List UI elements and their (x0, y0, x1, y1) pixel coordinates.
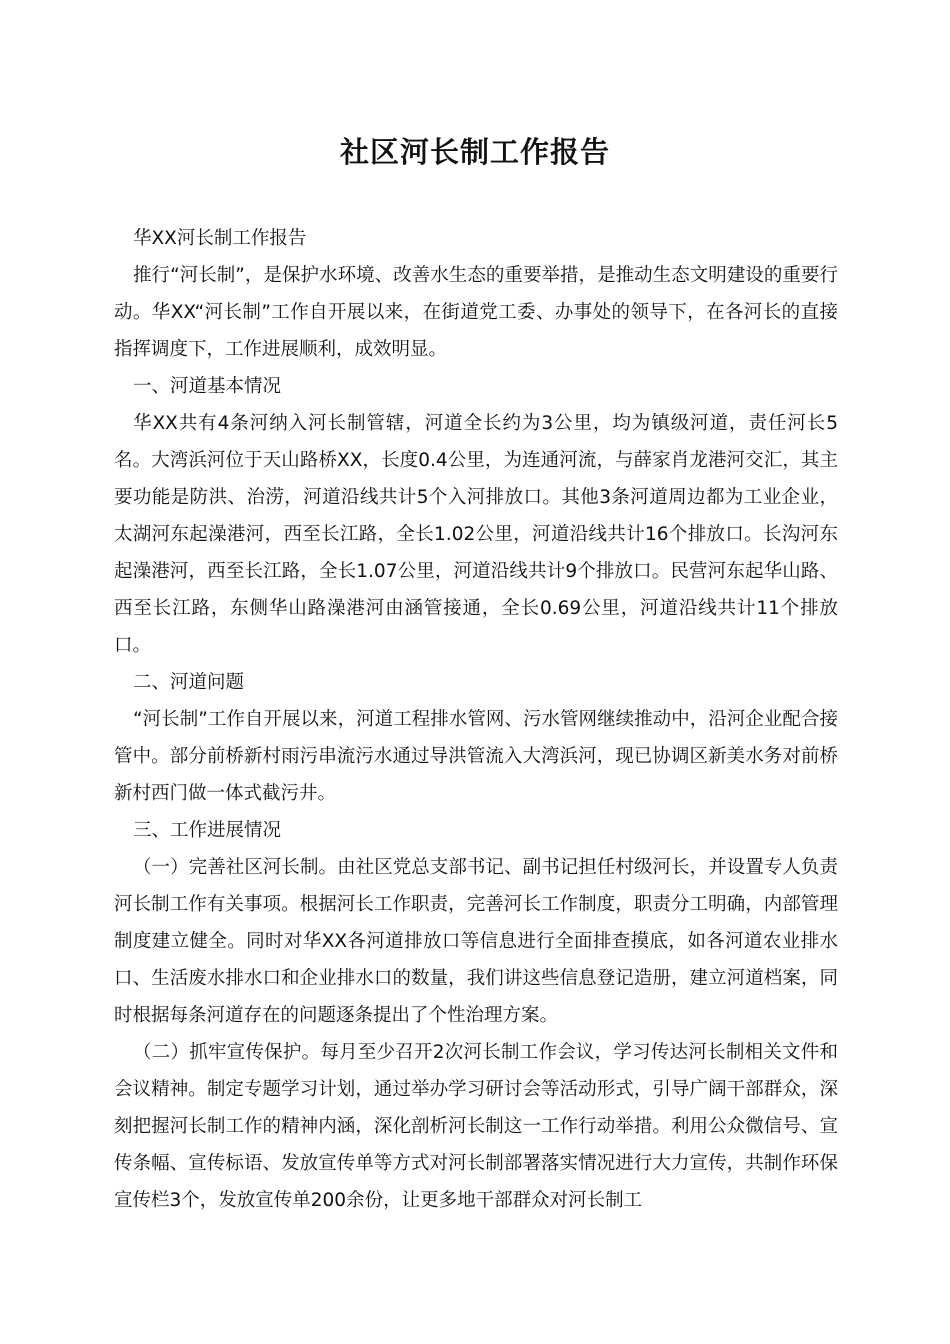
intro-paragraph: 推行“河长制”，是保护水环境、改善水生态的重要举措，是推动生态文明建设的重要行动。华XX“河长制”工作自开展以来，在街道党工委、办事处的领导下，在各河长的直接指挥调度下，工作进展顺利，成效明显。 (114, 265, 838, 360)
section-heading-progress: 三、工作进展情况 (133, 820, 282, 841)
document-body (114, 220, 838, 1219)
problems-paragraph: “河长制”工作自开展以来，河道工程排水管网、污水管网继续推动中，沿河企业配合接管中。部分前桥新村雨污串流污水通过导洪管流入大湾浜河，现已协调区新美水务对前桥新村西门做一体式截污井。 (114, 709, 838, 804)
document-title: 社区河长制工作报告 (339, 135, 610, 169)
report-subtitle: 华XX河长制工作报告 (133, 228, 307, 249)
basic-info-paragraph: 华XX共有4条河纳入河长制管辖，河道全长约为3公里，均为镇级河道，责任河长5名。大湾浜河位于天山路桥XX，长度0.4公里，为连通河流，与薛家肖龙港河交汇，其主要功能是防洪、治涝，河道沿线共计5个入河排放口。其他3条河道周边都为工业企业，太湖河东起澡港河，西至长江路，全长1.02公里，河道沿线共计16个排放口。长沟河东起澡港河，西至长江路，全长1.07公里，河道沿线共计9个排放口。民营河东起华山路、西至长江路，东侧华山路澡港河由涵管接通，全长0.69公里，河道沿线共计11个排放口。 (114, 413, 838, 656)
section-heading-problems: 二、河道问题 (133, 672, 245, 693)
progress-item-2: （二）抓牢宣传保护。每月至少召开2次河长制工作会议，学习传达河长制相关文件和会议精神。制定专题学习计划，通过举办学习研讨会等活动形式，引导广阔干部群众，深刻把握河长制工作的精神内涵，深化剖析河长制这一工作行动举措。利用公众微信号、宣传条幅、宣传标语、发放宣传单等方式对河长制部署落实情况进行大力宣传，共制作环保宣传栏3个，发放宣传单200余份，让更多地干部群众对河长制工 (114, 1042, 838, 1211)
section-heading-basic-info: 一、河道基本情况 (133, 376, 282, 397)
progress-item-1: （一）完善社区河长制。由社区党总支部书记、副书记担任村级河长，并设置专人负责河长制工作有关事项。根据河长工作职责，完善河长工作制度，职责分工明确，内部管理制度建立健全。同时对华XX各河道排放口等信息进行全面排查摸底，如各河道农业排水口、生活废水排水口和企业排水口的数量，我们讲这些信息登记造册，建立河道档案，同时根据每条河道存在的问题逐条提出了个性治理方案。 (114, 857, 838, 1026)
